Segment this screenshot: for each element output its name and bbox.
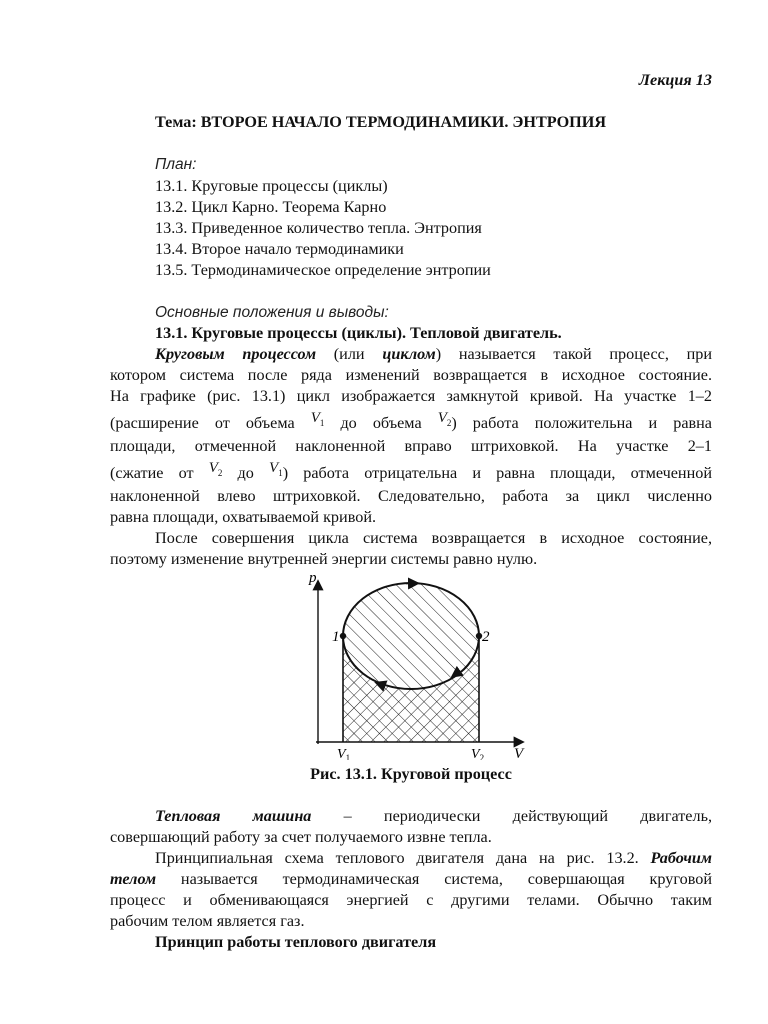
- plan-item: 13.2. Цикл Карно. Теорема Карно: [155, 198, 387, 216]
- paragraph-line: равна площади, охватываемой кривой.: [110, 508, 377, 526]
- term-heat-engine: Тепловая машина: [155, 807, 312, 825]
- section-title: 13.1. Круговые процессы (циклы). Тепловой двигатель.: [155, 324, 562, 342]
- v1-tick-label: $V_1$: [337, 747, 351, 760]
- paragraph-line: (расширение от объема $V_1$ до объема $V_2$) работа положительна и равна: [110, 410, 712, 432]
- paragraph-line: После совершения цикла система возвращается в исходное состояние,: [155, 529, 712, 547]
- paragraph-line: (сжатие от $V_2$ до $V_1$) работа отрицательна и равна площади, отмеченной: [110, 460, 713, 482]
- plan-item: 13.5. Термодинамическое определение энтропии: [155, 261, 491, 279]
- paragraph-line: На графике (рис. 13.1) цикл изображается замкнутой кривой. На участке 1–2: [110, 387, 712, 405]
- subsection-heading: Принцип работы теплового двигателя: [155, 933, 437, 951]
- symbol-v1: $V_1$: [310, 410, 325, 428]
- paragraph-line: котором система после ряда изменений возвращается в исходное состояние.: [110, 366, 712, 384]
- paragraph-line: Круговым процессом (или циклом) называется такой процесс, при: [155, 345, 712, 363]
- term-working-body: Рабочим: [650, 849, 712, 867]
- paragraph-line: телом называется термодинамическая система, совершающая круговой: [110, 870, 712, 888]
- symbol-v1: $V_1$: [269, 460, 283, 478]
- paragraph-line: рабочим телом является газ.: [110, 912, 305, 930]
- symbol-v2: $V_2$: [208, 460, 223, 478]
- paragraph-line: Тепловая машина – периодически действующий двигатель,: [155, 807, 712, 825]
- cycle-curve: [343, 583, 479, 689]
- plan-item: 13.1. Круговые процессы (циклы): [155, 177, 388, 195]
- paragraph-line: процесс и обменивающаяся энергией с другими телами. Обычно таким: [110, 891, 712, 909]
- p-axis-label: p: [309, 570, 317, 586]
- plan-item: 13.4. Второе начало термодинамики: [155, 240, 404, 258]
- paragraph-line: совершающий работу за счет получаемого извне тепла.: [110, 828, 492, 846]
- point-1-label: 1: [332, 629, 340, 645]
- main-heading: Основные положения и выводы:: [155, 304, 389, 321]
- paragraph-line: площади, отмеченной наклоненной вправо штриховкой. На участке 2–1: [110, 437, 712, 455]
- symbol-v2: $V_2$: [437, 410, 452, 428]
- v-axis-label: V: [514, 746, 524, 760]
- term-circular-process: Круговым процессом: [155, 345, 317, 363]
- paragraph-line: Принципиальная схема теплового двигателя дана на рис. 13.2. Рабочим: [155, 849, 712, 867]
- v2-tick-label: $V_2$: [471, 747, 485, 760]
- point-2-label: 2: [482, 629, 490, 645]
- plan-heading: План:: [155, 156, 197, 173]
- figure-caption: Рис. 13.1. Круговой процесс: [310, 765, 512, 783]
- paragraph-line: наклоненной влево штриховкой. Следовательно, работа за цикл численно: [110, 487, 712, 505]
- term-cycle: циклом: [382, 345, 436, 363]
- point-1: [340, 633, 346, 639]
- paragraph-line: поэтому изменение внутренней энергии системы равно нулю.: [110, 550, 538, 568]
- figure-circular-process: [290, 568, 540, 760]
- topic-title: Тема: ВТОРОЕ НАЧАЛО ТЕРМОДИНАМИКИ. ЭНТРОПИЯ: [155, 113, 607, 131]
- lecture-number: Лекция 13: [638, 71, 712, 89]
- plan-item: 13.3. Приведенное количество тепла. Энтропия: [155, 219, 482, 237]
